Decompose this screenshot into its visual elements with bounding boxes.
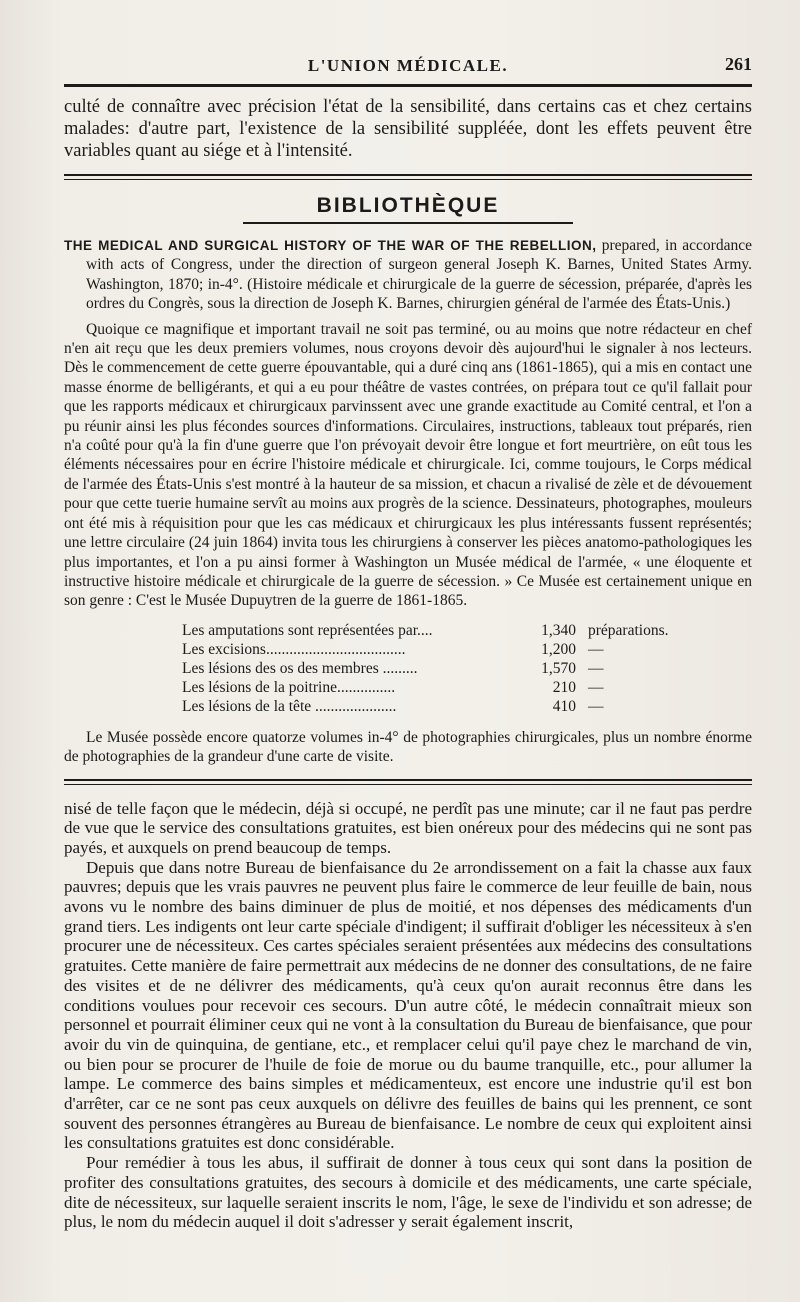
heading-rule xyxy=(243,222,573,224)
table-unit: préparations. xyxy=(588,621,669,639)
table-label: Les lésions de la poitrine............... xyxy=(182,678,396,696)
table-row xyxy=(182,640,698,659)
section-divider xyxy=(64,174,752,180)
table-unit: — xyxy=(588,678,604,696)
specimen-table xyxy=(182,621,698,716)
table-value: 410 xyxy=(552,697,576,715)
table-unit: — xyxy=(588,659,604,677)
table-value: 1,570 xyxy=(541,659,576,677)
table-unit: — xyxy=(588,640,604,658)
article-paragraph: Depuis que dans notre Bureau de bienfaisance du 2e arrondissement on a fait la chasse aux faux pauvres; depuis que les vrais pauvres ne peuvent plus faire le commerce de leur feuille de bain, nous avons vu le nombre des bains diminuer de plus de moitié, et nos dépenses des médicaments d'un grand tiers. Les indigents ont leur carte spéciale d'indigent; il suffirait d'obliger les nécessiteux à s'en procurer une de nécessiteux. Ces cartes spéciales seraient présentées aux médecins des consultations gratuites. Cette manière de faire permettrait aux médecins de ne donner des consultations, de ne faire des visites et de ne délivrer des médicaments, qu'à ceux qu'on aurait reconnus être dans les conditions voulues pour recevoir ces secours. D'un autre côté, le médecin connaîtrait mieux son personnel et pourrait éliminer ceux qui ne vont à la consultation du Bureau de bienfaisance, que pour avoir du vin de quinquina, de gentiane, etc., et remplacer celui qu'il paye chez le marchand de vin, ou bien pour se procurer de l'huile de foie de morue ou du baume tranquille, etc., pour allumer la lampe. Le commerce des bains simples et médicamenteux, est encore une industrie qu'il est bon d'arrêter, car ce ne sont pas ceux auxquels on délivre des feuilles de bains qui les prennent, ce sont souvent des personnes étrangères au Bureau de bienfaisance. Le nombre de ceux qui exploitent ainsi les consultations gratuites est donc considérable. xyxy=(64,857,752,1153)
table-unit: — xyxy=(588,697,604,715)
article-paragraph: nisé de telle façon que le médecin, déjà si occupé, ne perdît pas une minute; car il ne faut pas perdre de vue que le service des consultations gratuites, est bien onéreux pour des médecins qui ne sont pas payés, et auxquels on prend beaucoup de temps. xyxy=(64,798,752,857)
review-citation xyxy=(64,236,752,314)
table-value: 1,200 xyxy=(541,640,576,658)
review-closing: Le Musée possède encore quatorze volumes in-4° de photographies chirurgicales, plus un nombre énorme de photographies de la grandeur d'une carte de visite. xyxy=(64,728,752,766)
table-row xyxy=(182,678,698,697)
table-row xyxy=(182,621,698,640)
citation-text: prepared, in accordance with acts of Congress, under the direction of surgeon general Joseph K. Barnes, United States Army. Washington, 1870; in-4°. (Histoire médicale et chirurgicale de la guerre de sécession, préparée, d'après les ordres du Congrès, sous la direction de Joseph K. Barnes, chirurgien général de l'armée des États-Unis.) xyxy=(86,237,752,313)
table-label: Les lésions des os des membres ......... xyxy=(182,659,418,677)
header-rule xyxy=(64,84,752,87)
table-label: Les excisions.................................... xyxy=(182,640,406,658)
page-number: 261 xyxy=(725,54,752,74)
book-review xyxy=(64,236,752,767)
column-divider xyxy=(64,779,752,785)
table-row xyxy=(182,659,698,678)
article-paragraph: Pour remédier à tous les abus, il suffirait de donner à tous ceux qui sont dans la position de profiter des consultations gratuites, des secours à domicile et des médicaments, une carte spéciale, dite de nécessiteux, sur laquelle seraient inscrits le nom, l'âge, le sexe de l'individu et son adresse; de plus, le nom du médecin auquel il doit s'adresser y serait également inscrit, xyxy=(64,1153,752,1232)
section-heading: BIBLIOTHÈQUE xyxy=(316,194,500,217)
review-paragraph: Quoique ce magnifique et important travail ne soit pas terminé, ou au moins que notre rédacteur en chef n'en ait reçu que les deux premiers volumes, nous croyons devoir dès aujourd'hui le signaler à nos lecteurs. Dès le commencement de cette guerre épouvantable, qui a duré cinq ans (1861-1865), qui a mis en contact une masse énorme de belligérants, et qui a eu pour théâtre de vastes contrées, on prépara tout ce qu'il fallait pour que les rapports médicaux et chirurgicaux parvinssent avec une grande exactitude au Comité central, et l'on a pu réunir ainsi les plus fécondes sources d'informations. Circulaires, instructions, tableaux tout préparés, rien n'a coûté pour qu'à la fin d'une guerre que l'on prévoyait devoir être longue et fort meurtrière, on eût tous les éléments nécessaires pour en écrire l'histoire médicale et chirurgicale. Ici, comme toujours, le Corps médical de l'armée des États-Unis s'est montré à la hauteur de sa mission, et chacun a rivalisé de zèle et de dévouement pour que cette tuerie humaine servît au moins aux progrès de la science. Dessinateurs, photographes, mouleurs ont été mis à réquisition pour que les cas médicaux et chirurgicaux les plus intéressants fussent représentés; une lettre circulaire (24 juin 1864) invita tous les chirurgiens à conserver les pièces anatomo-pathologiques les plus importantes, et l'on a pu ainsi former à Washington un Musée médical de l'armée, « une éloquente et instructive histoire médicale et chirurgicale de la guerre de sécession. » Ce Musée est certainement unique en son genre : C'est le Musée Dupuytren de la guerre de 1861-1865. xyxy=(64,320,752,610)
table-label: Les amputations sont représentées par.... xyxy=(182,621,433,639)
running-title: L'UNION MÉDICALE. xyxy=(307,56,509,75)
book-title: THE MEDICAL AND SURGICAL HISTORY OF THE WAR OF THE REBELLION, xyxy=(64,238,597,253)
running-head xyxy=(64,0,752,80)
continued-paragraph: culté de connaître avec précision l'état de la sensibilité, dans certains cas et chez certains malades: d'autre part, l'existence de la sensibilité suppléée, dont les effets peuvent être variables quant au siége et à l'intensité. xyxy=(64,97,752,161)
table-label: Les lésions de la tête ..................... xyxy=(182,697,397,715)
main-article xyxy=(64,799,752,1232)
table-row xyxy=(182,697,698,716)
table-value: 1,340 xyxy=(541,621,576,639)
table-value: 210 xyxy=(552,678,576,696)
